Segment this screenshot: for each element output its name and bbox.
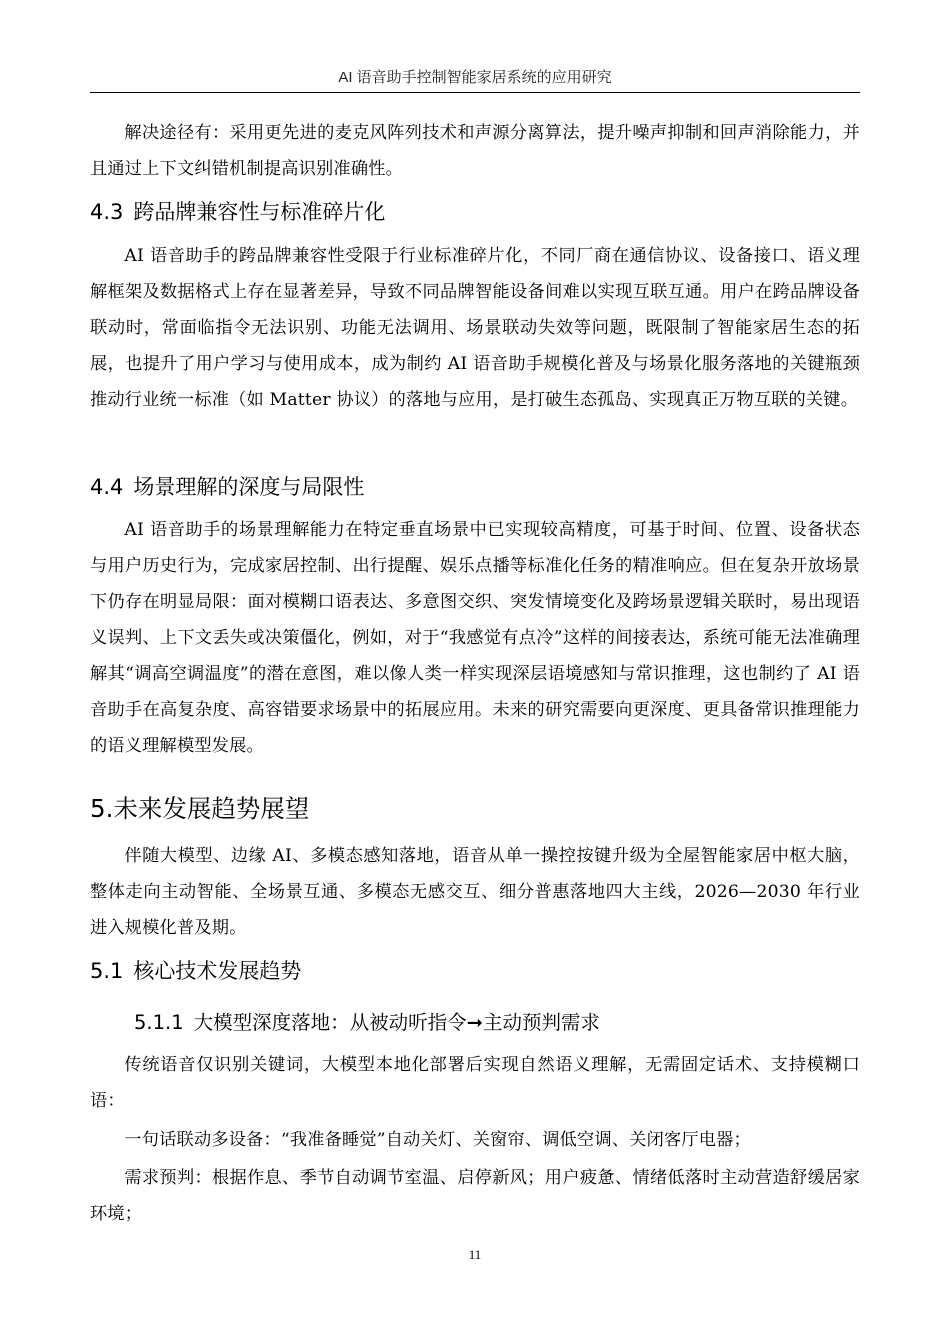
section-heading-4-3 (90, 197, 385, 227)
list-item: 需求预判：根据作息、季节自动调节室温、启停新风；用户疲惫、情绪低落时主动营造舒缓居家环境； (90, 1168, 860, 1224)
section-title: 核心技术发展趋势 (133, 959, 302, 983)
list-item: 一句话联动多设备：“我准备睡觉”自动关灯、关窗帘、调低空调、关闭客厅电器； (124, 1130, 751, 1150)
section-4-3-paragraph: AI 语音助手的跨品牌兼容性受限于行业标准碎片化，不同厂商在通信协议、设备接口、语义理解框架及数据格式上存在显著差异，导致不同品牌智能设备间难以实现互联互通。用户在跨品牌设备联动时，常面临指令无法识别、功能无法调用、场景联动失效等问题，既限制了智能家居生态的拓展，也提升了用户学习与使用成本，成为制约 AI 语音助手规模化普及与场景化服务落地的关键瓶颈推动行业统一标准（如 Matter 协议）的落地与应用，是打破生态孤岛、实现真正万物互联的关键。 (90, 246, 860, 410)
section-title: 场景理解的深度与局限性 (133, 475, 365, 499)
subsection-5-1-1-paragraph: 传统语音仅识别关键词，大模型本地化部署后实现自然语义理解，无需固定话术、支持模糊口语： (90, 1055, 860, 1111)
section-title: 跨品牌兼容性与标准碎片化 (133, 200, 386, 224)
section-4-4-paragraph: AI 语音助手的场景理解能力在特定垂直场景中已实现较高精度，可基于时间、位置、设备状态与用户历史行为，完成家居控制、出行提醒、娱乐点播等标准化任务的精准响应。但在复杂开放场景下仍存在明显局限：面对模糊口语表达、多意图交织、突发情境变化及跨场景逻辑关联时，易出现语义误判、上下文丢失或决策僵化，例如，对于“我感觉有点冷”这样的间接表达，系统可能无法准确理解其“调高空调温度”的潜在意图，难以像人类一样实现深层语境感知与常识推理，这也制约了 AI 语音助手在高复杂度、高容错要求场景中的拓展应用。未来的研究需要向更深度、更具备常识推理能力的语义理解模型发展。 (90, 520, 860, 756)
section-number: 4.4 (90, 475, 124, 499)
subsection-heading-5-1-1 (134, 1009, 600, 1037)
chapter-heading-5: 5.未来发展趋势展望 (90, 794, 310, 823)
section-number: 5.1 (90, 959, 124, 983)
section-heading-4-4 (90, 472, 364, 502)
subsection-number: 5.1.1 (134, 1011, 184, 1034)
subsection-title: 大模型深度落地：从被动听指令➞主动预判需求 (193, 1011, 600, 1034)
running-header: AI 语音助手控制智能家居系统的应用研究 (338, 69, 612, 86)
chapter-5-paragraph: 伴随大模型、边缘 AI、多模态感知落地，语音从单一操控按键升级为全屋智能家居中枢大脑，整体走向主动智能、全场景互通、多模态无感交互、细分普惠落地四大主线，2026—2030 年行业进入规模化普及期。 (90, 846, 860, 938)
page-number: 11 (468, 1247, 482, 1262)
intro-paragraph: 解决途径有：采用更先进的麦克风阵列技术和声源分离算法，提升噪声抑制和回声消除能力，并且通过上下文纠错机制提高识别准确性。 (90, 123, 860, 179)
section-number: 4.3 (90, 200, 124, 224)
header-divider (90, 92, 860, 93)
section-heading-5-1 (90, 956, 301, 986)
